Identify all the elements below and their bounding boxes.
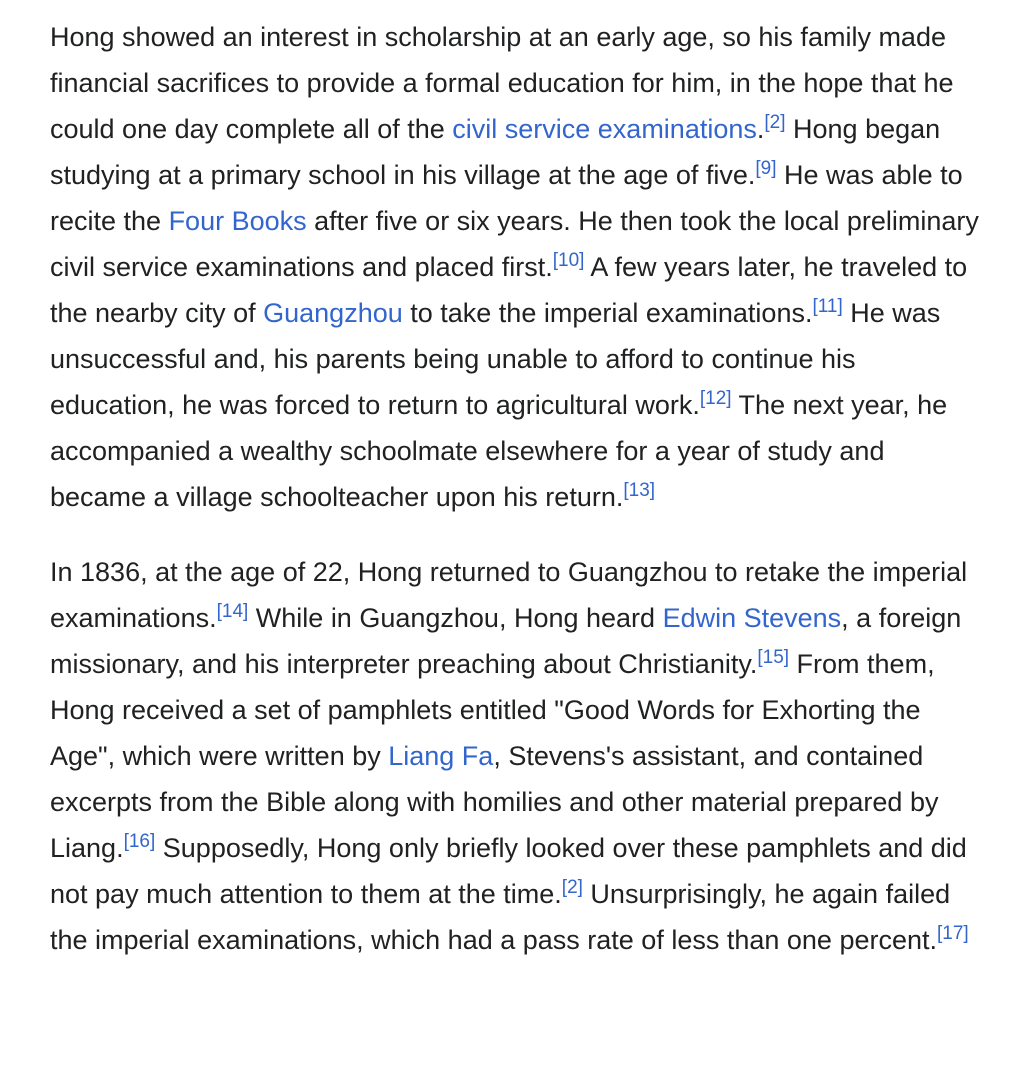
citation-ref[interactable]: [2]: [764, 112, 786, 133]
body-text: He was unsuccessful and, his parents being unable to afford to continue his education, he was forced to return to agricultural work.: [50, 298, 941, 420]
wiki-link-edwin-stevens[interactable]: Edwin Stevens: [662, 603, 842, 633]
body-text: , Stevens's assistant, and contained excerpts from the Bible along with homilies and other material prepared by Liang.: [50, 741, 939, 863]
citation-ref[interactable]: [10]: [552, 250, 585, 271]
citation-ref[interactable]: [14]: [216, 601, 249, 622]
body-text: He was able to recite the: [50, 160, 963, 236]
citation-ref[interactable]: [15]: [757, 647, 790, 668]
citation-ref[interactable]: [13]: [623, 480, 656, 501]
wiki-link-liang-fa[interactable]: Liang Fa: [388, 741, 494, 771]
citation-ref[interactable]: [11]: [812, 296, 843, 317]
body-text: In 1836, at the age of 22, Hong returned to Guangzhou to retake the imperial examinations.: [50, 557, 968, 633]
paragraph-1836-examinations: [50, 549, 979, 963]
paragraph-early-education: [50, 14, 979, 520]
citation-ref[interactable]: [2]: [561, 877, 583, 898]
wiki-link-civil-service-examinations[interactable]: civil service examinations: [452, 114, 757, 144]
body-text: A few years later, he traveled to the nearby city of: [50, 252, 968, 328]
body-text: Hong began studying at a primary school in his village at the age of five.: [50, 114, 941, 190]
body-text: .: [756, 114, 765, 144]
wiki-link-four-books[interactable]: Four Books: [168, 206, 307, 236]
citation-ref[interactable]: [17]: [937, 923, 969, 944]
citation-ref[interactable]: [12]: [699, 388, 732, 409]
body-text: The next year, he accompanied a wealthy schoolmate elsewhere for a year of study and became a village schoolteacher upon his return.: [50, 390, 948, 512]
body-text: Supposedly, Hong only briefly looked over these pamphlets and did not pay much attention to them at the time.: [50, 833, 967, 909]
body-text: , a foreign missionary, and his interpreter preaching about Christianity.: [50, 603, 962, 679]
body-text: Hong showed an interest in scholarship at an early age, so his family made financial sacrifices to provide a formal education for him, in the hope that he could one day complete all of the: [50, 22, 954, 144]
body-text: From them, Hong received a set of pamphlets entitled "Good Words for Exhorting the Age", which were written by: [50, 649, 935, 771]
wiki-link-guangzhou[interactable]: Guangzhou: [263, 298, 403, 328]
citation-ref[interactable]: [16]: [123, 831, 156, 852]
body-text: While in Guangzhou, Hong heard: [248, 603, 663, 633]
body-text: to take the imperial examinations.: [402, 298, 813, 328]
body-text: after five or six years. He then took the local preliminary civil service examinations and placed first.: [50, 206, 979, 282]
citation-ref[interactable]: [9]: [755, 158, 777, 179]
body-text: Unsurprisingly, he again failed the imperial examinations, which had a pass rate of less than one percent.: [50, 879, 951, 955]
